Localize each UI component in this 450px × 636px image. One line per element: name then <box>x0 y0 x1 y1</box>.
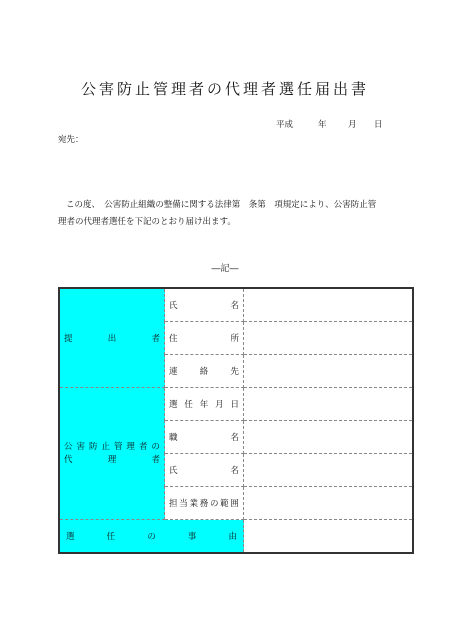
deputy-appointment-date-field[interactable] <box>244 388 414 421</box>
deputy-title-label: 職 名 <box>165 421 244 454</box>
submitter-name-label: 氏 名 <box>165 288 244 322</box>
date-month: 月 <box>348 120 357 130</box>
deputy-duty-scope-label: 担 当 業 務 の 範 囲 <box>165 487 244 520</box>
addressee-label: 宛先： <box>58 135 84 145</box>
appointment-reason-label: 選 任 の 事 由 <box>59 520 244 554</box>
deputy-duty-scope-field[interactable] <box>244 487 414 520</box>
submitter-address-label: 住 所 <box>165 322 244 355</box>
deputy-name-label: 氏 名 <box>165 454 244 487</box>
body-line-2: 理者の代理者選任を下記のとおり届け出ます。 <box>58 217 236 227</box>
date-day: 日 <box>374 120 383 130</box>
form-table <box>58 287 414 554</box>
deputy-title-field[interactable] <box>244 421 414 454</box>
body-line-1: この度、 公害防止組織の整備に関する法律第 条第 項規定により、公害防止管 <box>66 200 377 210</box>
submitter-contact-field[interactable] <box>244 355 414 388</box>
submitter-name-field[interactable] <box>244 288 414 322</box>
date-line <box>276 118 396 132</box>
appointment-reason-field[interactable] <box>244 520 414 554</box>
deputy-group-label: 公 害 防 止 管 理 者 の 代 理 者 <box>59 388 165 520</box>
ki-heading: ―記― <box>211 264 239 274</box>
submitter-group-label: 提 出 者 <box>59 288 165 388</box>
date-year: 年 <box>318 120 327 130</box>
document-title: 公害防止管理者の代理者選任届出書 <box>80 80 369 98</box>
submitter-address-field[interactable] <box>244 322 414 355</box>
submitter-contact-label: 連 絡 先 <box>165 355 244 388</box>
date-era: 平成 <box>276 120 294 130</box>
deputy-name-field[interactable] <box>244 454 414 487</box>
deputy-appointment-date-label: 選 任 年 月 日 <box>165 388 244 421</box>
body-paragraph <box>58 197 398 231</box>
